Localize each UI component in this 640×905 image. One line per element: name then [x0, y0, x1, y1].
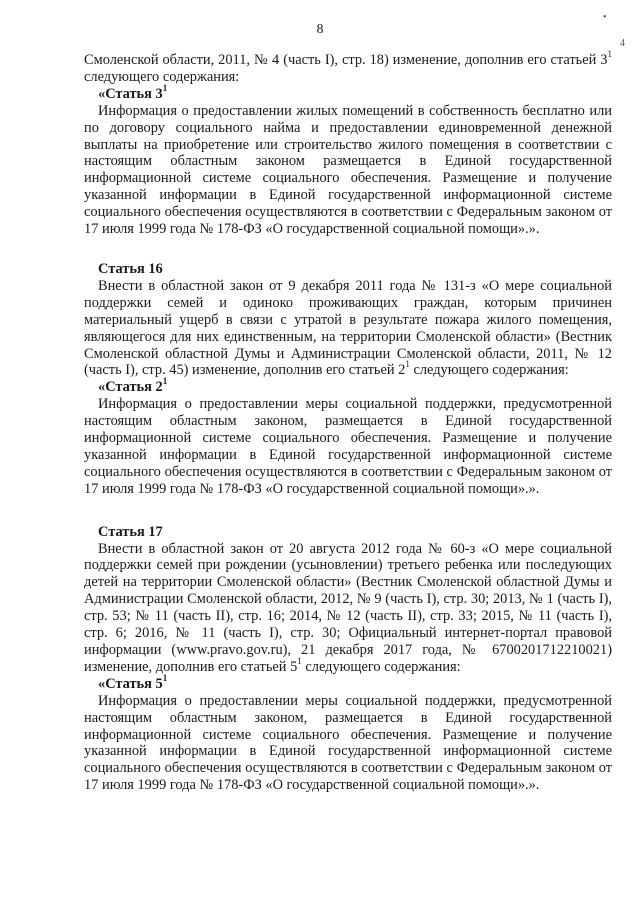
scan-mark-side: 4 — [620, 38, 625, 49]
document-body — [84, 49, 612, 794]
inserted-article-2-1-text: Информация о предоставлении меры социальной поддержки, предусмотренной настоящим областным законом, размещается в Единой государственной информационной системе социального обеспечения. Размещение и получение указанной информации в Единой государственной информационной системе социального обеспечения осуществляются в соответствии с Федеральным законом от 17 июля 1999 года № 178-ФЗ «О государственной социальной помощи».». — [84, 396, 612, 497]
inserted-article-5-1-title: «Статья $5^1$ — [98, 672, 168, 692]
article-17-title: Статья 17 — [98, 523, 163, 540]
inserted-article-3-1-title: «Статья $3^1$ — [98, 82, 168, 102]
inserted-article-2-1-title: «Статья $2^1$ — [98, 376, 168, 396]
scan-mark-top: • — [603, 12, 607, 23]
inserted-article-3-1-text: Информация о предоставлении жилых помещений в собственность бесплатно или по договору социального найма и предоставлении единовременной денежной выплаты на приобретение или строительство жилого помещения в соответствии с настоящим областным законом размещается в Единой государственной информационной системе социального обеспечения. Размещение и получение указанной информации в Единой государственной информационной системе социального обеспечения осуществляются в соответствии с Федеральным законом от 17 июля 1999 года № 178-ФЗ «О государственной социальной помощи».». — [84, 102, 612, 238]
article-16-title: Статья 16 — [98, 260, 163, 277]
article-17-intro: Внести в областной закон от 20 августа 2012 года № 60-з «О мере социальной поддержки семей при рождении (усыновлении) третьего ребенка или последующих детей на территории Смоленской области» (Вестник Смоленской областной Думы и Администрации Смоленской области, 2012, № 9 (часть I), стр. 30; 2013, № 1 (часть I), стр. 53; № 11 (часть II), стр. 16; 2014, № 12 (часть II), стр. 33; 2015, № 11 (часть I), стр. 6; 2016, № 11 (часть I), стр. 30; Официальный интернет-портал правовой информации (www.pravo.gov.ru), 21 декабря 2017 года, № 6700201712210021) изменение, дополнив его статьей $5^1$ следующего содержания: — [84, 540, 612, 675]
previous-article-intro: Смоленской области, 2011, № 4 (часть I), стр. 18) изменение, дополнив его статьей $3^1$ следующего содержания: — [84, 49, 612, 85]
article-16-intro: Внести в областной закон от 9 декабря 2011 года № 131-з «О мере социальной поддержки семей и одиноко проживающих граждан, которым причинен материальный ущерб в связи с утратой в результате пожара жилого помещения, являющегося для них единственным, на территории Смоленской области» (Вестник Смоленской областной Думы и Администрации Смоленской области, 2011, № 12 (часть I), стр. 45) изменение, дополнив его статьей $2^1$ следующего содержания: — [84, 277, 612, 379]
inserted-article-5-1-text: Информация о предоставлении меры социальной поддержки, предусмотренной настоящим областным законом, размещается в Единой государственной информационной системе социального обеспечения. Размещение и получение указанной информации в Единой государственной информационной системе социального обеспечения осуществляются в соответствии с Федеральным законом от 17 июля 1999 года № 178-ФЗ «О государственной социальной помощи».». — [84, 692, 612, 794]
page-number: 8 — [316, 22, 324, 37]
